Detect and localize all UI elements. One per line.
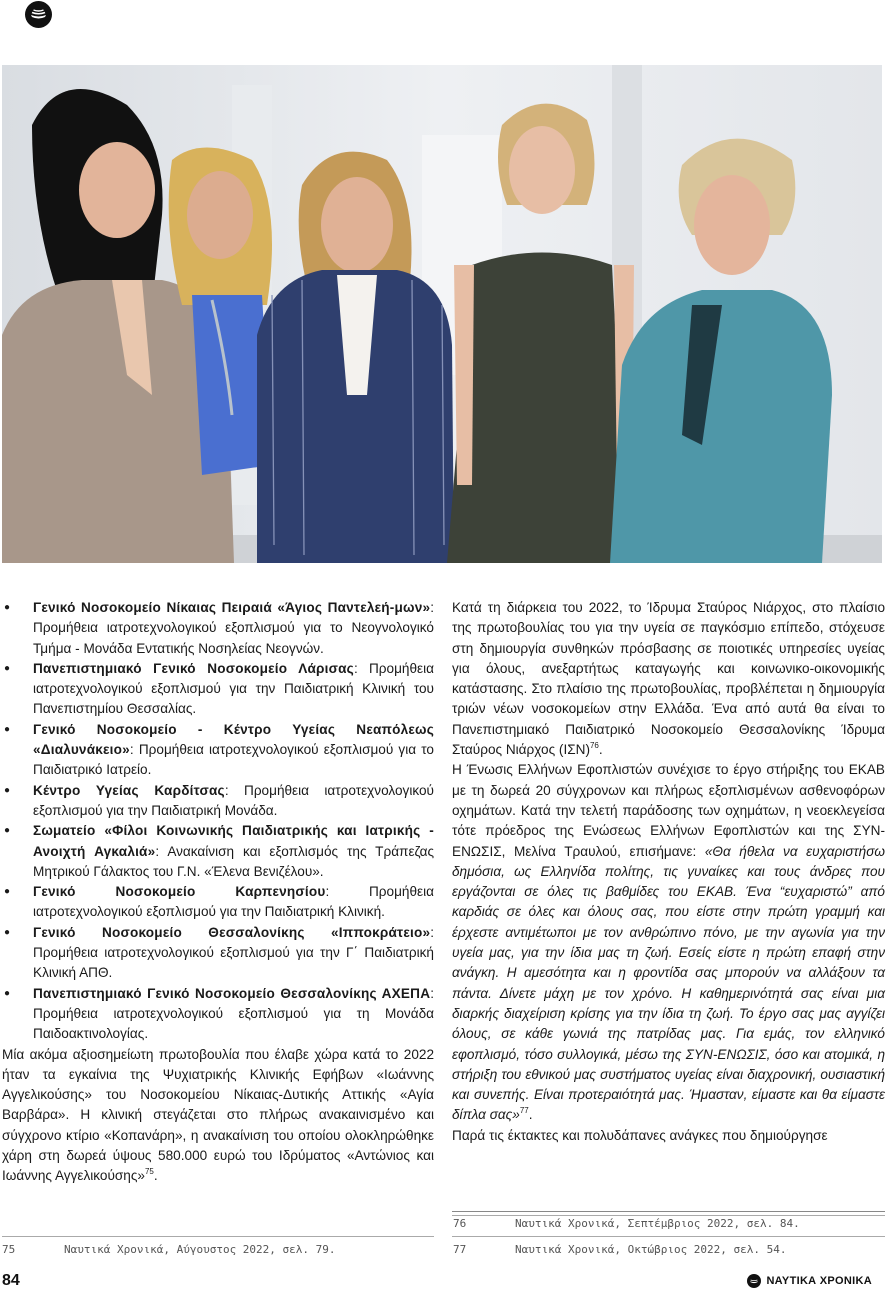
list-item: ● Σωματείο «Φίλοι Κοινωνικής Παιδιατρικής και Ιατρικής - Ανοιχτή Αγκαλιά»: Ανακαίνιση και εξοπλισμός της Τράπεζας Μητρικού Γάλακτος του Γ.Ν. «Έλενα Βενιζέλου». xyxy=(2,821,434,882)
list-item: ● Γενικό Νοσοκομείο Θεσσαλονίκης «Ιπποκράτειο»: Προμήθεια ιατροτεχνολογικού εξοπλισμού για την Γ΄ Παιδιατρική Κλινική ΑΠΘ. xyxy=(2,923,434,984)
brand-logo-icon xyxy=(747,1274,761,1288)
footnote-ref[interactable]: 75 xyxy=(144,1167,154,1177)
group-photo xyxy=(2,65,882,563)
list-item: ● Κέντρο Υγείας Καρδίτσας: Προμήθεια ιατροτεχνολογικού εξοπλισμού για την Παιδιατρική Μονάδα. xyxy=(2,781,434,822)
paragraph-snf: Κατά τη διάρκεια του 2022, το Ίδρυμα Σταύρος Νιάρχος, στο πλαίσιο της πρωτοβουλίας του για την υγεία σε παγκόσμιο επίπεδο, στόχευσε στη δημιουργία συνθηκών πρόσβασης σε ποιοτικές υπηρεσίες υγείας για όλους, ανεξαρτήτως καταγωγής και κοινωνικο-οικονομικής κατάστασης. Στο πλαίσιο της πρωτοβουλίας, προβλέπεται η δημιουργία τριών νέων νοσοκομείων στην Ελλάδα. Ένα από αυτά θα είναι το Πανεπιστημιακό Παιδιατρικό Νοσοκομείο Θεσσαλονίκης Ίδρυμα Σταύρος Νιάρχος $(I\Sigma N)^{76}$. xyxy=(452,600,885,758)
paragraph-continues: Παρά τις έκτακτες και πολυδάπανες ανάγκες που δημιούργησε xyxy=(452,1127,828,1143)
footnote-ref[interactable]: 76 xyxy=(589,741,599,751)
left-column xyxy=(2,598,434,1187)
footnote-rule xyxy=(452,1211,885,1212)
footnote-rule xyxy=(452,1236,885,1237)
list-item: ● Πανεπιστημιακό Γενικό Νοσοκομείο Θεσσαλονίκης ΑΧΕΠΑ: Προμήθεια ιατροτεχνολογικού εξοπλισμού για τη Μονάδα Παιδοακτινολογίας. xyxy=(2,984,434,1045)
footnote-75: 75 Ναυτικά Χρονικά, Αύγουστος 2022, σελ. 79. xyxy=(2,1243,336,1256)
brand-name: ΝΑΥΤΙΚΑ ΧΡΟΝΙΚΑ xyxy=(766,1275,872,1287)
list-item: ● Πανεπιστημιακό Γενικό Νοσοκομείο Λάρισας: Προμήθεια ιατροτεχνολογικού εξοπλισμού για την Παιδιατρική Κλινική του Πανεπιστημίου Θεσσαλίας. xyxy=(2,659,434,720)
list-item: ● Γενικό Νοσοκομείο Νίκαιας Πειραιά «Άγιος Παντελεή-μων»: Προμήθεια ιατροτεχνολογικού εξοπλισμού για το Νεογνολογικό Τμήμα - Μονάδα Εντατικής Νοσηλείας Νεογνών. xyxy=(2,598,434,659)
brand-footer xyxy=(747,1274,872,1288)
footnote-76: 76 Ναυτικά Χρονικά, Σεπτέμβριος 2022, σελ. 84. xyxy=(453,1217,800,1230)
right-column xyxy=(452,598,885,1146)
quote-text: «Θα ήθελα να ευχαριστήσω δημόσια, ως Ελληνίδα πολίτης, τις γυναίκες και τους άνδρες που εργάζονται σε όλες τις βαθμίδες του ΕΚΑΒ. Ένα “ευχαριστώ” από καρδιάς σε όλες και όλους σας, που είστε στην πρώτη γραμμή και έρχεστε αντιμέτωποι με τον ανθρώπινο πόνο, με την αγωνία για την υγεία μας, για την ίδια μας τη ζωή. Εσείς είστε η πρώτη επαφή στην ανάγκη. Η αμεσότητα και η φροντίδα σας μπορούν να αλλάξουν τα πάντα. Δίνετε μάχη με τον χρόνο. Η καθημερινότητά σας είναι μια διαρκής διαχείριση κρίσης για την ίδια τη ζωή. Το έργο σας μας αγγίζει όλους, σε κάθε γωνιά της πατρίδας μας. Για εμάς, τον ελληνικό εφοπλισμό, τόσο συλλογικά, μέσω της ΣΥΝ-ΕΝΩΣΙΣ, όσο και ατομικά, η στήριξη του εθνικού μας συστήματος υγείας είναι διαχρονική, ουσιαστική και συνεπής. Είναι προτεραιότητά μας. Ήμασταν, είμαστε και θα είμαστε δίπλα σας» xyxy=(452,843,885,1123)
list-item: ● Γενικό Νοσοκομείο Καρπενησίου: Προμήθεια ιατροτεχνολογικού εξοπλισμού για την Παιδιατρική Κλινική. xyxy=(2,882,434,923)
magazine-logo-icon xyxy=(25,1,52,28)
footnote-rule xyxy=(2,1236,434,1237)
page-number: 84 xyxy=(2,1272,20,1289)
footnote-ref[interactable]: 77 xyxy=(519,1106,529,1116)
footnote-77: 77 Ναυτικά Χρονικά, Οκτώβριος 2022, σελ. 54. xyxy=(453,1243,787,1256)
paragraph-clinic: Μία ακόμα αξιοσημείωτη πρωτοβουλία που έλαβε χώρα κατά το 2022 ήταν τα εγκαίνια της Ψυχιατρικής Κλινικής Εφήβων «Ιωάννης Αγγελικούσης» του Νοσοκομείου Νίκαιας-Δυτικής Αττικής «Αγία Βαρβάρα». Η κλινική στεγάζεται στο πλήρως ανακαινισμένο και σύγχρονο κτίριο «Κοπανάρη», η ανακαίνιση του οποίου ολοκληρώθηκε χάρη στη δωρεά ύψους 580.000 ευρώ του Ιδρύματος «Αντώνιος και Ιωάννης Αγγελικούσης»$^{75}$. xyxy=(2,1046,434,1184)
paragraph-ekab: Η Ένωσις Ελλήνων Εφοπλιστών συνέχισε το έργο στήριξης του ΕΚΑΒ με τη δωρεά 20 σύγχρονων και πλήρως εξοπλισμένων ασθενοφόρων οχημάτων. Κατά την τελετή παράδοσης των οχημάτων, η νεοεκλεγείσα τότε πρόεδρος της Ενώσεως Ελλήνων Εφοπλιστών και της ΣΥΝ-ΕΝΩΣΙΣ, Μελίνα Τραυλού, επισήμανε: «Θα ήθελα να ευχαριστήσω δημόσια, ως Ελληνίδα πολίτης, τις γυναίκες και τους άνδρες που εργάζονται σε όλες τις βαθμίδες του ΕΚΑΒ. Ένα “ευχαριστώ” από καρδιάς σε όλες και όλους σας, που είστε στην πρώτη γραμμή και έρχεστε αντιμέτωποι με τον ανθρώπινο πόνο, με την αγωνία για την υγεία μας, για την ίδια μας τη ζωή. Εσείς είστε η πρώτη επαφή στην ανάγκη. Η αμεσότητα και η φροντίδα σας μπορούν να αλλάξουν τα πάντα. Δίνετε μάχη με τον χρόνο. Η καθημερινότητά σας είναι μια διαρκής διαχείριση κρίσης για την ίδια τη ζωή. Το έργο σας μας αγγίζει όλους, σε κάθε γωνιά της πατρίδας μας. Για εμάς, τον ελληνικό εφοπλισμό, τόσο συλλογικά, μέσω της ΣΥΝ-ΕΝΩΣΙΣ, όσο και ατομικά, η στήριξη του εθνικού μας συστήματος υγείας είναι διαχρονική, ουσιαστική και συνεπής. Είναι προτεραιότητά μας. Ήμασταν, είμαστε και θα είμαστε δίπλα σας»$^{77}$. xyxy=(452,762,885,1123)
list-item: ● Γενικό Νοσοκομείο - Κέντρο Υγείας Νεαπόλεως «Διαλυνάκειο»: Προμήθεια ιατροτεχνολογικού εξοπλισμού για το Παιδιατρικό Ιατρείο. xyxy=(2,720,434,781)
footnote-rule xyxy=(452,1215,885,1216)
hospital-list xyxy=(2,598,434,1045)
